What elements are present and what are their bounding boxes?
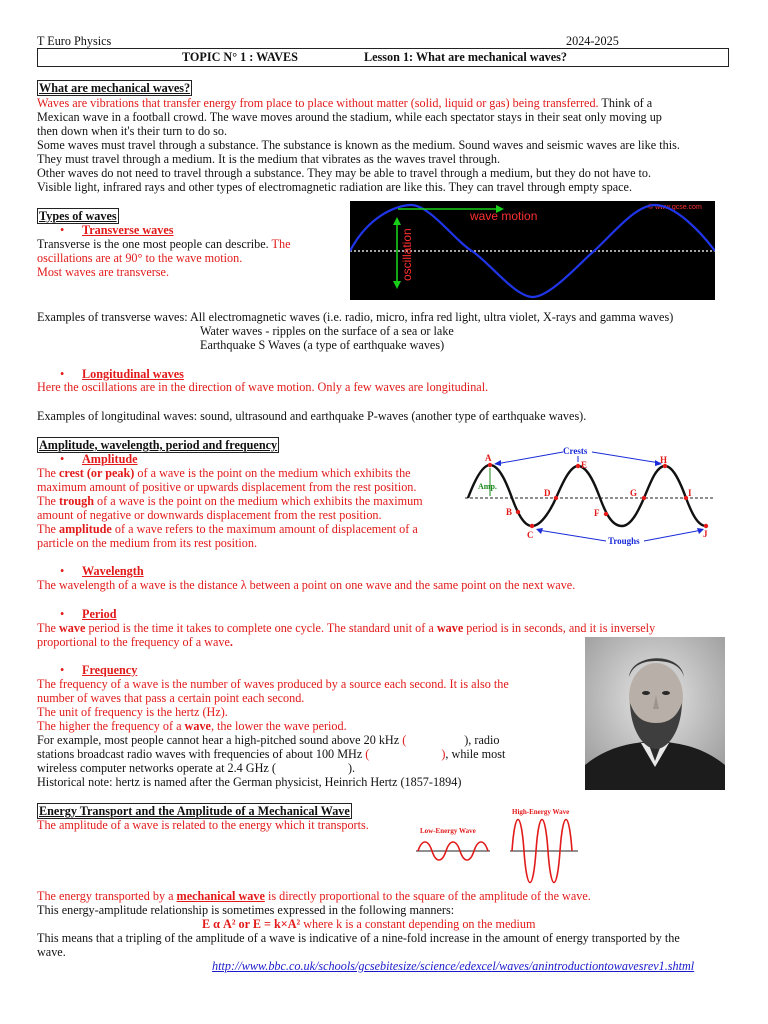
paragraph-line: Visible light, infrared rays and other types of electromagnetic radiation are like this. They can travel through empty space. [37, 180, 633, 194]
paragraph-line: Historical note: hertz is named after the German physicist, Heinrich Hertz (1857-1894) [37, 775, 462, 789]
point-label: A [485, 453, 492, 463]
transverse-examples: Examples of transverse waves: All electromagnetic waves (i.e. radio, micro, infra red light, ultra violet, X-rays and gamma waves) [37, 310, 674, 324]
paragraph-line: The frequency of a wave is the number of waves produced by a source each second. It is also the [37, 677, 509, 691]
frequency-heading: • Frequency [60, 663, 138, 677]
paragraph-line: Some waves must travel through a substance. The substance is known as the medium. Sound waves and seismic waves are like this. [37, 138, 680, 152]
paragraph-line: wave. [37, 945, 66, 959]
high-energy-wave-figure [508, 805, 580, 885]
paragraph-line: This energy-amplitude relationship is sometimes expressed in the following manners: [37, 903, 455, 917]
section-heading: What are mechanical waves? [39, 81, 191, 95]
section-heading: Amplitude, wavelength, period and frequency [39, 438, 278, 452]
point-label: I [688, 488, 692, 498]
high-energy-label: High-Energy Wave [512, 808, 570, 816]
point-label: D [544, 488, 551, 498]
wave-curve [468, 465, 706, 526]
paragraph-line: The wave period is the time it takes to complete one cycle. The standard unit of a wave period is in seconds, and it is inversely [37, 621, 656, 635]
paragraph-line: This means that a tripling of the amplitude of a wave is indicative of a nine-fold increase in the amount of energy transported by the [37, 931, 680, 945]
paragraph-line: maximum amount of positive or upwards displacement from the rest position. [37, 480, 417, 494]
paragraph-line: Here the oscillations are in the direction of wave motion. Only a few waves are longitudinal. [37, 380, 489, 394]
paragraph-line: wireless computer networks operate at 2.4 GHz ( ). [37, 761, 356, 775]
topic-title: TOPIC N° 1 : WAVES [182, 50, 298, 64]
wave-motion-label: wave motion [470, 209, 538, 223]
paragraph-line: stations broadcast radio waves with frequencies of about 100 MHz ( ), while most [37, 747, 506, 761]
point-label: B [506, 507, 513, 517]
period-heading: • Period [60, 607, 117, 621]
source-link[interactable]: http://www.bbc.co.uk/schools/gcsebitesize/science/edexcel/waves/anintroductiontowavesrev1.shtml [212, 959, 695, 973]
paragraph-line: They must travel through a medium. It is the medium that vibrates as the waves travel through. [37, 152, 501, 166]
point-label: C [527, 530, 534, 540]
paragraph-line: amount of negative or downwards displacement from the rest position. [37, 508, 382, 522]
section-heading: Types of waves [39, 209, 117, 223]
paragraph-line: Waves are vibrations that transfer energy from place to place without matter (solid, liquid or gas) being transferred. Think of a [37, 96, 653, 110]
oscillation-label: oscillation [400, 228, 414, 281]
paragraph-line: The crest (or peak) of a wave is the point on the medium which exhibits the [37, 466, 411, 480]
amp-label: Amp. [478, 482, 497, 491]
paragraph-line: The higher the frequency of a wave, the lower the wave period. [37, 719, 347, 733]
crest-trough-figure [460, 442, 720, 552]
paragraph-line: number of waves that pass a certain point each second. [37, 691, 305, 705]
figure-copyright: © www.gcse.com [648, 204, 702, 211]
paragraph-line: oscillations are at 90° to the wave motion. [37, 251, 243, 265]
paragraph-line: The energy transported by a mechanical wave is directly proportional to the square of the amplitude of the wave. [37, 889, 591, 903]
header-left: T Euro Physics [37, 34, 112, 48]
point-label: J [703, 529, 708, 539]
paragraph-line: Examples of longitudinal waves: sound, ultrasound and earthquake P-waves (another type of earthquake waves). [37, 409, 587, 423]
paragraph-line: Most waves are transverse. [37, 265, 169, 279]
header-right: 2024-2025 [566, 34, 619, 48]
point-label: G [630, 488, 638, 498]
section-heading: Energy Transport and the Amplitude of a Mechanical Wave [39, 804, 350, 818]
point-label: E [581, 460, 588, 470]
transverse-wave-figure [350, 201, 715, 300]
paragraph-line: The amplitude of a wave refers to the maximum amount of displacement of a [37, 522, 418, 536]
paragraph-line: Mexican wave in a football crowd. The wave moves around the stadium, while each spectator stays in their seat only moving up [37, 110, 662, 124]
transverse-example: Water waves - ripples on the surface of a sea or lake [200, 324, 454, 338]
lesson-title: Lesson 1: What are mechanical waves? [364, 50, 568, 64]
paragraph-line: then down when it's their turn to do so. [37, 124, 228, 138]
amplitude-heading: • Amplitude [60, 452, 138, 466]
hertz-portrait [585, 637, 725, 790]
paragraph-line: Other waves do not need to travel through a substance. They may be able to travel through a medium, but they do not have to. [37, 166, 652, 180]
energy-formula: E α A² or E = k×A² where k is a constant depending on the medium [202, 917, 536, 931]
low-energy-wave-figure [414, 824, 492, 868]
transverse-heading: • Transverse waves [60, 223, 174, 237]
mechanical-wave-link[interactable]: mechanical wave [176, 889, 265, 903]
point-label: H [660, 455, 668, 465]
longitudinal-heading: • Longitudinal waves [60, 367, 184, 381]
transverse-example: Earthquake S Waves (a type of earthquake waves) [200, 338, 445, 352]
low-energy-label: Low-Energy Wave [420, 827, 476, 835]
paragraph-line: For example, most people cannot hear a high-pitched sound above 20 kHz ( ), radio [37, 733, 500, 747]
troughs-label: Troughs [608, 536, 640, 546]
paragraph-line: Transverse is the one most people can describe. The [37, 237, 291, 251]
paragraph-line: particle on the medium from its rest position. [37, 536, 258, 550]
paragraph-line: The wavelength of a wave is the distance λ between a point on one wave and the same point on the next wave. [37, 578, 576, 592]
point-label: F [594, 508, 600, 518]
paragraph-line: The trough of a wave is the point on the medium which exhibits the maximum [37, 494, 423, 508]
paragraph-line: The amplitude of a wave is related to the energy which it transports. [37, 818, 369, 832]
wavelength-heading: • Wavelength [60, 564, 144, 578]
crests-label: Crests [563, 446, 588, 456]
paragraph-line: proportional to the frequency of a wave. [37, 635, 233, 649]
paragraph-line: The unit of frequency is the hertz (Hz). [37, 705, 228, 719]
